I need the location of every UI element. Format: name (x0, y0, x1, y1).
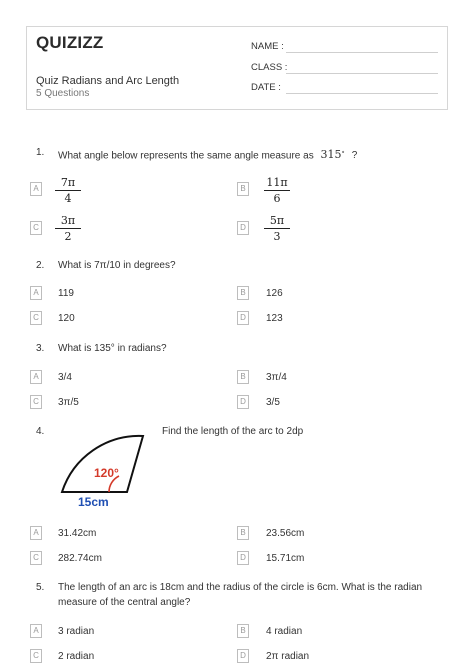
option-box-a[interactable]: A (30, 624, 42, 638)
q1-a-numerator: 7π (55, 176, 81, 191)
q3-option-d[interactable]: 3/5 (266, 397, 280, 408)
radius-label: 15cm (78, 495, 109, 509)
q2-option-b[interactable]: 126 (266, 288, 283, 299)
option-box-b[interactable]: B (237, 370, 249, 384)
option-box-b[interactable]: B (237, 286, 249, 300)
option-box-d[interactable]: D (237, 551, 249, 565)
class-line (286, 73, 438, 74)
q3-option-b[interactable]: 3π/4 (266, 372, 287, 383)
name-line (286, 52, 438, 53)
question-4-text: Find the length of the arc to 2dp (162, 426, 304, 437)
question-1-mark: ? (351, 150, 358, 162)
q2-option-a[interactable]: 119 (58, 288, 74, 299)
option-box-d[interactable]: D (237, 649, 249, 663)
q2-option-d[interactable]: 123 (266, 313, 283, 324)
angle-label: 120° (94, 466, 119, 480)
q4-option-a[interactable]: 31.42cm (58, 528, 97, 539)
option-box-a[interactable]: A (30, 370, 42, 384)
option-box-d[interactable]: D (237, 311, 249, 325)
sector-outline (62, 436, 143, 492)
option-box-a[interactable]: A (30, 182, 42, 196)
q5-option-d[interactable]: 2π radian (266, 651, 310, 662)
question-1-prompt: What angle below represents the same angle measure as (58, 150, 314, 162)
sector-diagram (44, 426, 164, 510)
option-box-c[interactable]: C (30, 311, 42, 325)
quizizz-logo: QUIZIZZ (36, 33, 104, 52)
quiz-question-count: 5 Questions (36, 88, 90, 99)
q1-b-numerator: 11π (264, 176, 290, 191)
q1-option-c[interactable] (55, 214, 81, 243)
option-box-d[interactable]: D (237, 221, 249, 235)
question-3-text: What is 135° in radians? (58, 343, 167, 354)
question-5-number: 5. (36, 582, 45, 593)
option-box-c[interactable]: C (30, 395, 42, 409)
option-box-a[interactable]: A (30, 526, 42, 540)
q5-option-b[interactable]: 4 radian (266, 626, 303, 637)
q4-option-b[interactable]: 23.56cm (266, 528, 305, 539)
q4-option-c[interactable]: 282.74cm (58, 553, 102, 564)
q3-option-c[interactable]: 3π/5 (58, 397, 79, 408)
q1-option-a[interactable] (55, 176, 81, 205)
date-label: DATE : (251, 82, 281, 93)
degree-mark: ∘ (341, 148, 345, 156)
q5-option-a[interactable]: 3 radian (58, 626, 95, 637)
option-box-d[interactable]: D (237, 395, 249, 409)
q1-c-numerator: 3π (55, 214, 81, 229)
q1-d-numerator: 5π (264, 214, 290, 229)
class-label: CLASS : (251, 62, 288, 73)
q1-option-d[interactable] (264, 214, 290, 243)
question-5-text-line1: The length of an arc is 18cm and the radius of the circle is 6cm. What is the radian (58, 582, 423, 593)
q1-d-denominator: 3 (273, 230, 281, 243)
q3-option-a[interactable]: 3/4 (58, 372, 72, 383)
question-4-number: 4. (36, 426, 45, 437)
q1-c-denominator: 2 (64, 230, 72, 243)
q2-option-c[interactable]: 120 (58, 313, 75, 324)
question-1-number: 1. (36, 147, 45, 158)
q1-option-b[interactable] (264, 176, 290, 205)
question-2-number: 2. (36, 260, 45, 271)
question-3-number: 3. (36, 343, 45, 354)
question-1-text (58, 148, 357, 161)
name-label: NAME : (251, 41, 284, 52)
question-5-text-line2: measure of the central angle? (58, 597, 191, 608)
q1-b-denominator: 6 (273, 192, 281, 205)
q1-a-denominator: 4 (64, 192, 72, 205)
option-box-b[interactable]: B (237, 526, 249, 540)
question-1-angle: 315 (320, 148, 342, 162)
option-box-b[interactable]: B (237, 182, 249, 196)
option-box-a[interactable]: A (30, 286, 42, 300)
option-box-c[interactable]: C (30, 551, 42, 565)
option-box-b[interactable]: B (237, 624, 249, 638)
question-2-text: What is 7π/10 in degrees? (58, 260, 176, 271)
option-box-c[interactable]: C (30, 221, 42, 235)
quiz-title: Quiz Radians and Arc Length (36, 75, 180, 87)
q4-option-d[interactable]: 15.71cm (266, 553, 305, 564)
date-line (286, 93, 438, 94)
q5-option-c[interactable]: 2 radian (58, 651, 95, 662)
option-box-c[interactable]: C (30, 649, 42, 663)
